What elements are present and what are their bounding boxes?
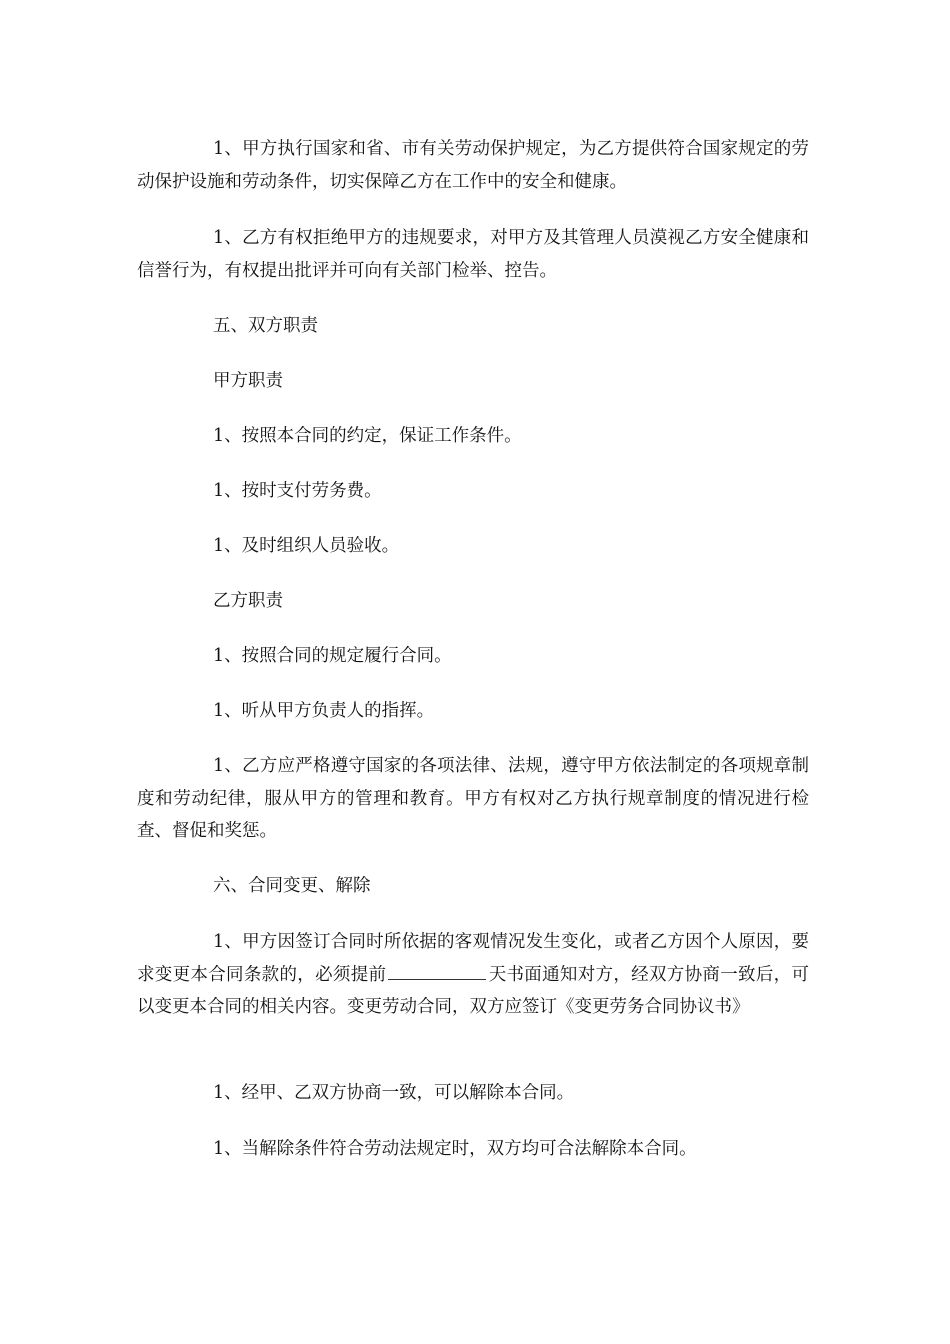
paragraph-b-duty-obey: 1、听从甲方负责人的指挥。 — [213, 701, 435, 721]
paragraph-right-to-refuse: 1、乙方有权拒绝甲方的违规要求，对甲方及其管理人员漠视乙方安全健康和信誉行为，有权提出批评并可向有关部门检举、控告。 — [137, 228, 809, 281]
paragraph-change-contract — [137, 926, 809, 1024]
paragraph-a-duty-conditions: 1、按照本合同的约定，保证工作条件。 — [213, 426, 522, 446]
change-contract-text-before: 1、甲方因签订合同时所依据的客观情况发生变化，或者乙方因个人原因，要求变更本合同条款的，必须提前 — [137, 932, 809, 985]
paragraph-b-duty-perform: 1、按照合同的规定履行合同。 — [213, 646, 452, 666]
subheading-party-b-duties: 乙方职责 — [213, 591, 283, 611]
paragraph-b-duty-rules: 1、乙方应严格遵守国家的各项法律、法规，遵守甲方依法制定的各项规章制度和劳动纪律，服从甲方的管理和教育。甲方有权对乙方执行规章制度的情况进行检查、督促和奖惩。 — [137, 756, 809, 841]
paragraph-mutual-termination: 1、经甲、乙双方协商一致，可以解除本合同。 — [213, 1083, 575, 1103]
subheading-party-a-duties: 甲方职责 — [213, 371, 283, 391]
paragraph-labor-protection: 1、甲方执行国家和省、市有关劳动保护规定，为乙方提供符合国家规定的劳动保护设施和劳动条件，切实保障乙方在工作中的安全和健康。 — [137, 139, 809, 192]
paragraph-legal-termination: 1、当解除条件符合劳动法规定时，双方均可合法解除本合同。 — [213, 1139, 697, 1159]
section-heading-responsibilities: 五、双方职责 — [213, 316, 318, 336]
paragraph-a-duty-payment: 1、按时支付劳务费。 — [213, 481, 382, 501]
section-heading-change-termination: 六、合同变更、解除 — [213, 876, 371, 896]
paragraph-a-duty-acceptance: 1、及时组织人员验收。 — [213, 536, 400, 556]
notice-days-blank — [388, 961, 486, 980]
change-contract-text-after: 天书面通知对方，经双方协商一致后，可以变更本合同的相关内容。变更劳动合同，双方应签订《变更劳务合同协议书》 — [137, 964, 809, 1017]
